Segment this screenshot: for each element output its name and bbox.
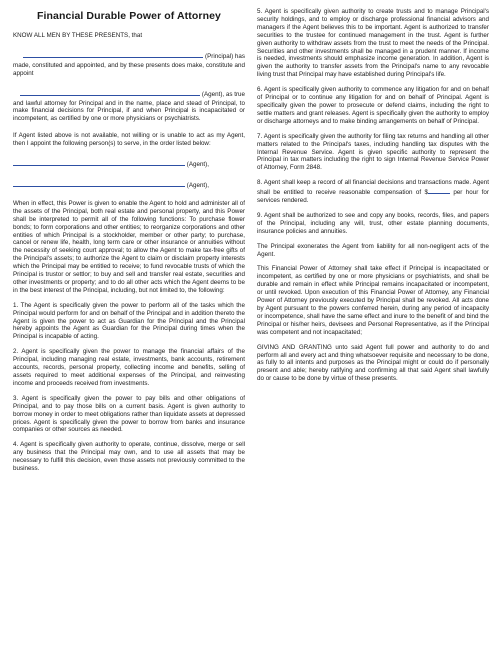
principal-row (13, 51, 245, 61)
item-8 (257, 179, 489, 205)
effective-text: This Financial Power of Attorney shall take effect if Principal is incapacitated or incompetent, as certified by one or more physicians or psychiatrists, and shall be durable and remain in effect while Principal remains incapacitated or incompetent, or until revoked. Upon execution of this Financial Power of Attorney, any Financial Power of Attorney previously executed by Principal shall be revoked. All acts done by Agent pursuant to the powers conferred herein, during any period of incapacity or incompetence, shall have the same effect and inure to the benefit of and bind the Principal or his/her heirs, devisees and Personal Representative, as if the Principal was competent and not incapacitated; (257, 265, 489, 336)
alternate-agent-row-1 (13, 159, 245, 169)
compensation-rate-field[interactable] (428, 187, 450, 194)
alternate-agent-row-2 (13, 180, 245, 190)
item-7: 7. Agent is specifically given the authority for filing tax returns and handling all other matters related to the Principal's taxes, including handling tax disputes with the Internal Revenue Service. Agent is given specific authority to represent the Principal in tax matters including the right to sign Internal Revenue Service Power of Attorney, Form 2848. (257, 132, 489, 172)
item-6: 6. Agent is specifically given authority to commence any litigation for and on behalf of Principal or to continue any litigation for and on behalf of Principal. Agent is specifically given the power to prosecute or defend claims, including the right to settle matters and grant releases. Agent is specifically given the authority to employ or discharge attorneys and to make binding arrangements on behalf of Principal. (257, 86, 489, 125)
document-title: Financial Durable Power of Attorney (37, 10, 221, 22)
item-3: 3. Agent is specifically given the power to pay bills and other obligations of Principal, and to pay those bills on a current basis. Agent is given authority to borrow money in order to meet obligations rather than liquidate assets at depressed prices. Agent is specifically given the power to borrow from banks and insurance companies or other sources as needed. (13, 394, 245, 434)
agent-text: and lawful attorney for Principal and in the name, place and stead of Principal, to make financial decisions for Principal, if and when Principal is incapacitated or incompetent, as certified by one or more physicians or psychiatrists. (13, 99, 245, 123)
item-5: 5. Agent is specifically given authority to create trusts and to manage Principal's security holdings, and to employ or discharge professional financial advisors and managers if the Agent believes this to be important. Agent is authorized to transfer securities to the trustee for continued management in the trust. Agent is further given authority to withdraw assets from the trust to meet the needs of the Principal. Securities and other investments shall be managed in a prudent manner. If income is needed, investments should emphasize income generation. In addition, Agent is given the authority to transfer assets from the Principal's name to any revocable living trust that Principal may have established during Principal's life. (257, 8, 489, 79)
alternate-agent-2-suffix: (Agent), (186, 181, 209, 189)
item-8-text: 8. Agent shall keep a record of all financial decisions and transactions made. Agent shall be entitled to receive reasonable compensation of (257, 179, 489, 197)
intro-text: KNOW ALL MEN BY THESE PRESENTS, that (13, 32, 143, 39)
alternate-agent-2-field[interactable] (13, 180, 185, 187)
agent-row (13, 89, 245, 99)
item-9: 9. Agent shall be authorized to see and copy any books, records, files, and papers of the Principal, including any will, trust, other estate planning documents, insurance policies and annuities. (257, 211, 489, 235)
agent-suffix: (Agent), as true (201, 90, 245, 98)
principal-suffix: (Principal) has (205, 52, 245, 60)
granting-text: GIVING AND GRANTING unto said Agent full power and authority to do and perform all and every act and thing whatsoever requisite and necessary to be done, as fully to all intents and purposes as the Principal might or could do if personally present and able; hereby ratifying and confirming all that said Agent shall lawfully do or cause to be done by virtue of these presents. (257, 343, 489, 383)
powers-text: When in effect, this Power is given to enable the Agent to hold and administer all of the assets of the Principal, both real estate and personal property, and this Power shall be interpreted to permit all of the following functions: To purchase flower bonds; to form corporations and other entities; to reorganize corporations and other entities of which Principal is a stockholder, member or other party; to purchase, cancel or renew life, health, long term care or other insurance or annuities without the necessity of seeking court approval; to allow the Agent to make tax-free gifts of the Principal's assets; to authorize the Agent to claim or disclaim property interests which the Principal may be entitled to receive; to fund revocable trusts of which the Principal is trustor or settlor; to buy and sell and transfer real estate, securities and other investments or property; and to do all other acts which the Agent deems to be in the best interest of the Principal, including, but not limited to, the following: (13, 199, 245, 294)
alternate-agent-1-suffix: (Agent), (186, 161, 209, 169)
item-8-rate-text: per hour for services rendered. (257, 189, 489, 205)
exoneration-text: The Principal exonerates the Agent from liability for all non-negligent acts of the Agent. (257, 242, 489, 258)
item-2: 2. Agent is specifically given the power to manage the financial affairs of the Principal, including managing real estate, investments, bank accounts, retirement accounts, records, personal property, collecting income and benefits, selling of assets required to meet additional expenses of the Principal, and reinvesting income and proceeds received from investments. (13, 348, 245, 387)
alternate-agent-text: If Agent listed above is not available, not willing or is unable to act as my Agent, then I appoint the following person(s) to serve, in the order listed below: (13, 132, 245, 148)
right-column (257, 8, 489, 390)
currency-symbol: $ (424, 189, 428, 197)
agent-name-field[interactable] (20, 89, 200, 96)
left-column (13, 8, 245, 480)
item-1: 1. The Agent is specifically given the power to perform all of the tasks which the Principal would perform for and on behalf of the Principal and in addition thereto the Agent is given the power to act as Guardian for the Principal and the Principal hereby appoints the Agent as Guardian for the Principal during times when the Principal is incapable of acting. (13, 301, 245, 341)
principal-name-field[interactable] (23, 51, 203, 58)
alternate-agent-1-field[interactable] (13, 159, 185, 166)
principal-text: made, constituted and appointed, and by these presents does make, constitute and appoint (13, 61, 245, 77)
item-4: 4. Agent is specifically given authority to operate, continue, dissolve, merge or sell any business that the Principal may own, and to use all assets that may be necessary to fulfill this decision, even those assets not previously committed to the business. (13, 441, 245, 473)
